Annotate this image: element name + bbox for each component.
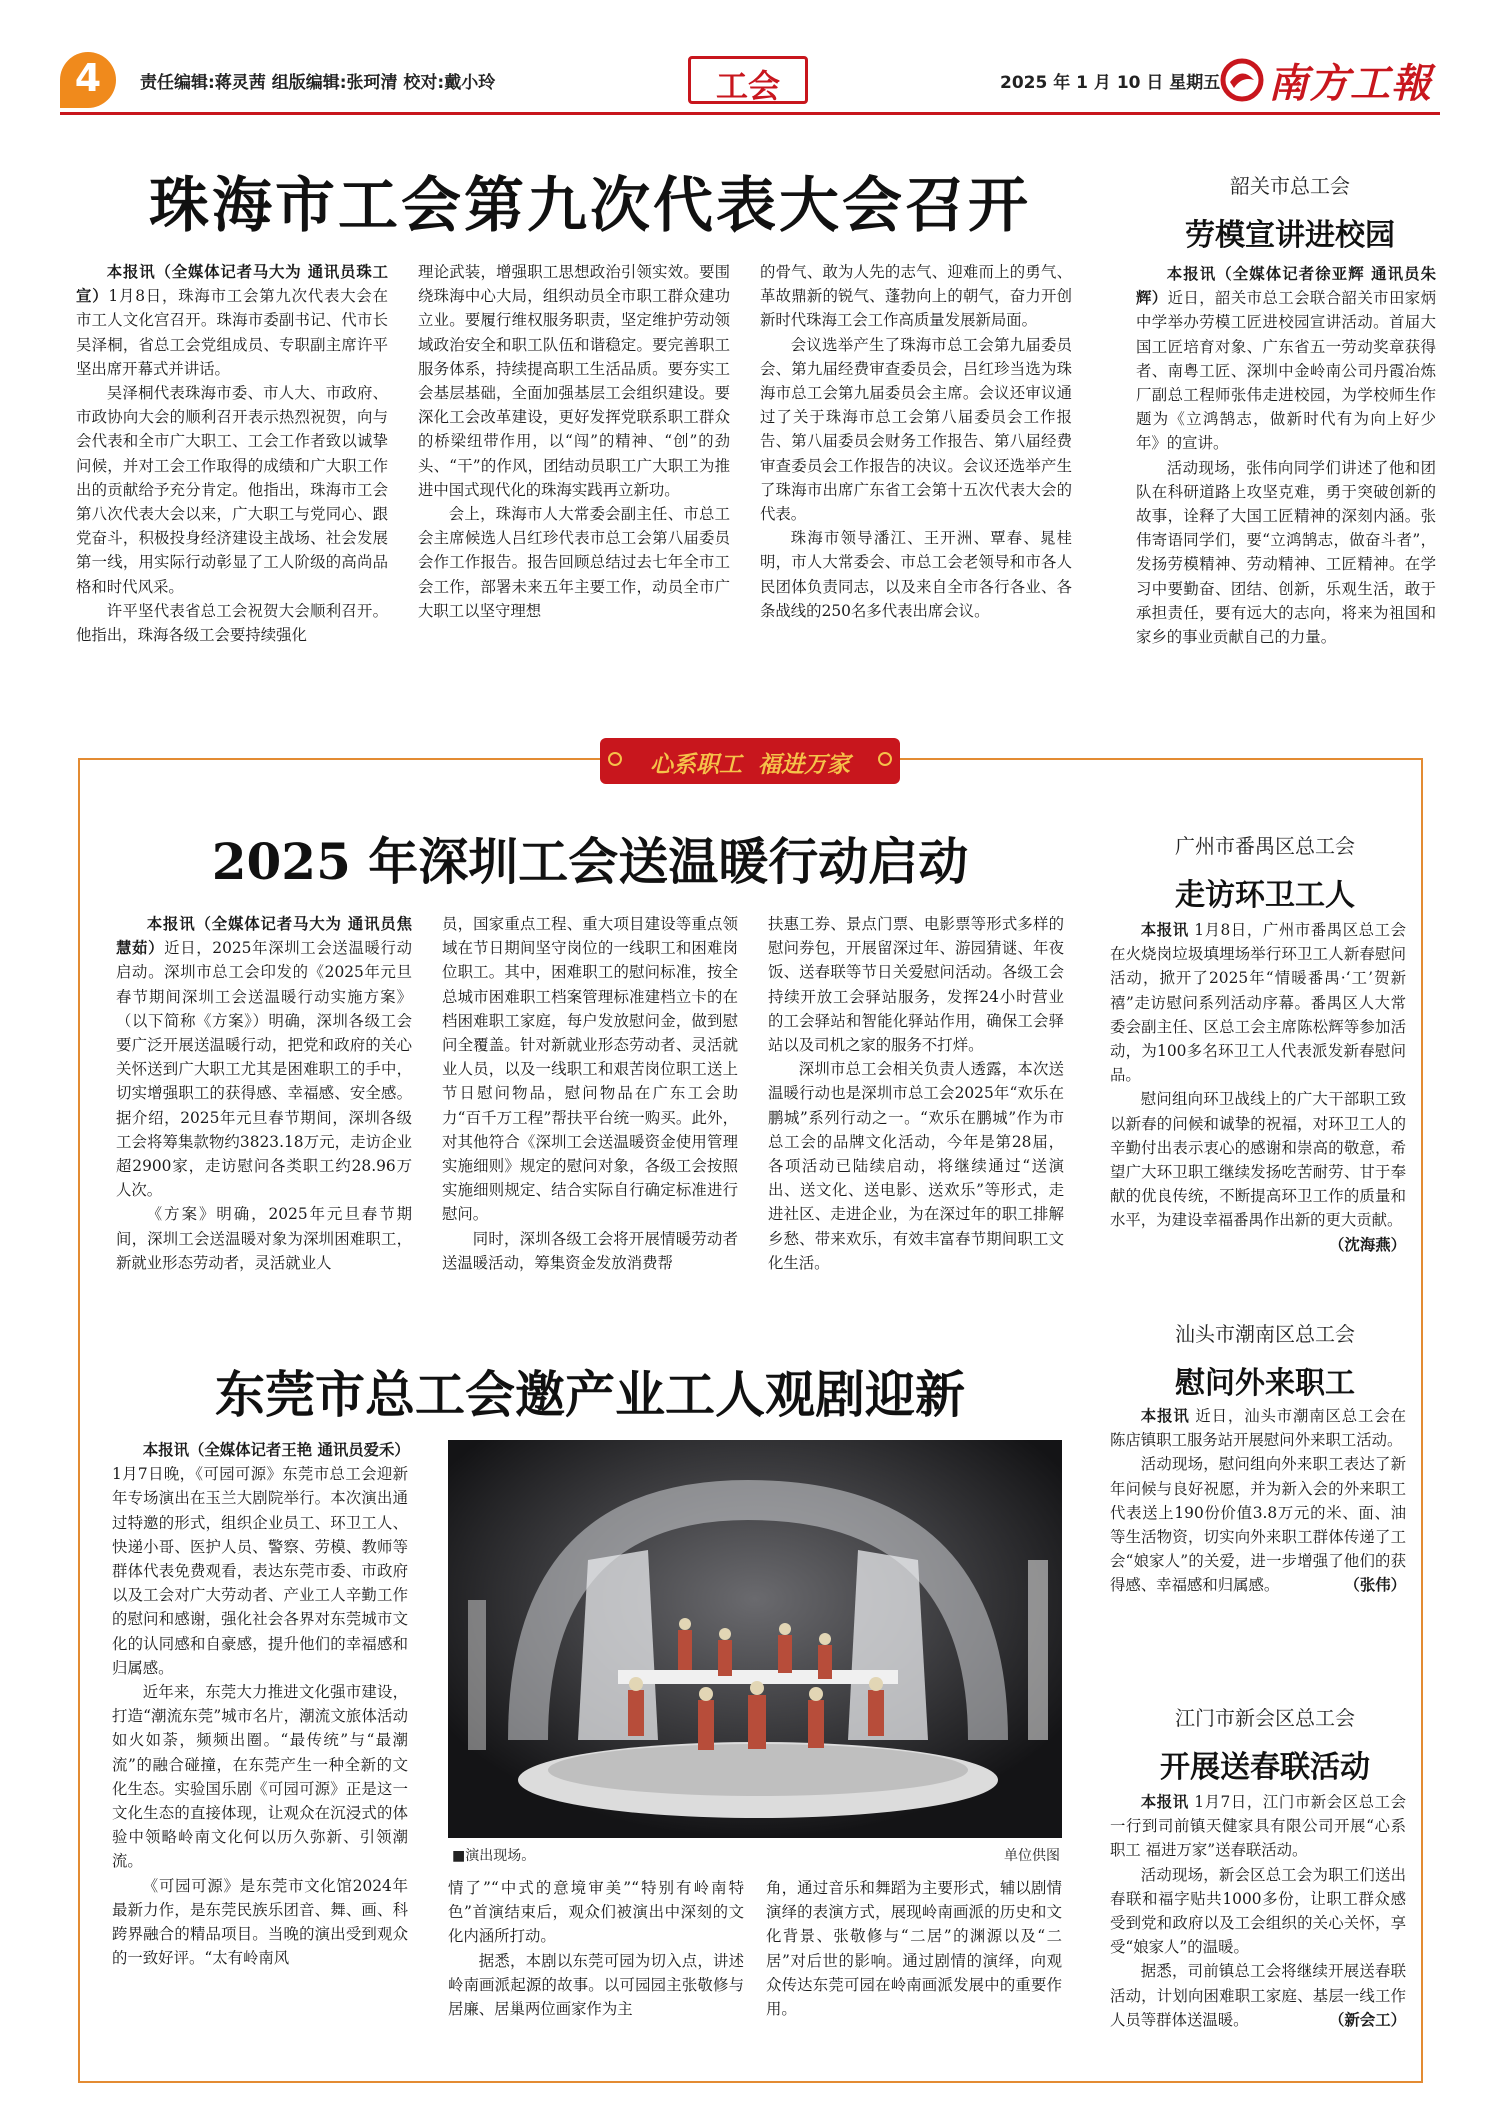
page-number-badge — [60, 52, 116, 108]
page-number: 4 — [74, 56, 102, 100]
side1-title: 劳模宣讲进校园 — [1185, 218, 1395, 253]
logo-text: 南方工報 — [1268, 60, 1432, 107]
article1-col1: 本报讯（全媒体记者马大为 通讯员珠工宣）1月8日，珠海市工会第九次代表大会在市工人文化宫召开。珠海市委副书记、代市长吴泽桐，省总工会党组成员、专职副主席许平坚出席开幕式并讲话。 吴泽桐代表珠海市委、市人大、市政府、市政协向大会的顺利召开表示热烈祝贺，向与会代表和全市广大职工、工会工作者致以诚挚问候，并对工会工作取得的成绩和广大职工作出的贡献给予充分肯定。他指出，珠海市工会第八次代表大会以来，广大职工与党同心、跟党奋斗，积极投身经济建设主战场、社会发展第一线，用实际行动彰显了工人阶级的高尚品格和时代风采。 许平坚代表省总工会祝贺大会顺利召开。他指出，珠海各级工会要持续强化 — [76, 263, 388, 645]
side4-title: 开展送春联活动 — [1160, 1750, 1370, 1785]
side3-body: 本报讯 近日，汕头市潮南区总工会在陈店镇职工服务站开展慰问外来职工活动。 活动现场，慰问组向外来职工表达了新年问候与良好祝愿，并为新入会的外来职工代表送上190份价值3.8万元的米、面、油等生活物资，切实向外来职工群体传递了工会“娘家人”的关爱，进一步增强了他们的获得感、幸福感和归属感。 （张伟） — [1110, 1404, 1406, 1598]
article3-col3: 角，通过音乐和舞蹈为主要形式，辅以剧情演绎的表演方式，展现岭南画派的历史和文化背景、张敬修与“二居”的渊源以及“二居”对后世的影响。通过剧情的演绎，向观众传达东莞可园在岭南画派发展中的重要作用。 — [766, 1879, 1062, 2019]
side3-title: 慰问外来职工 — [1175, 1366, 1355, 1401]
side3-source: 汕头市潮南区总工会 — [1175, 1322, 1355, 1346]
side4-source: 江门市新会区总工会 — [1175, 1706, 1355, 1730]
article2-title: 2025 年深圳工会送温暖行动启动 — [211, 832, 969, 891]
performance-photo — [448, 1440, 1062, 1838]
header-rule — [60, 112, 1440, 115]
newspaper-logo — [1220, 50, 1440, 108]
side2-signature: （沈海燕） — [1329, 1235, 1406, 1254]
side3-signature: （张伟） — [1344, 1576, 1406, 1595]
logo-emblem-icon — [1220, 58, 1264, 102]
issue-date: 2025 年 1 月 10 日 星期五 — [1000, 73, 1221, 93]
photo-caption: ■演出现场。 — [452, 1848, 536, 1864]
stage-illustration — [448, 1440, 1062, 1838]
feature-banner — [600, 738, 900, 784]
article2-col3: 扶惠工券、景点门票、电影票等形式多样的慰问券包，开展留深过年、游园猜谜、年夜饭、送春联等节日关爱慰问活动。各级工会持续开放工会驿站服务，发挥24小时营业的工会驿站和智能化驿站作用，确保工会驿站以及司机之家的服务不打烊。 深圳市总工会相关负责人透露，本次送温暖行动也是深圳市总工会2025年“欢乐在鹏城”系列行动之一。“欢乐在鹏城”作为市总工会的品牌文化活动，今年是第28届，各项活动已陆续启动，将继续通过“送演出、送文化、送电影、送欢乐”等形式，走进社区、走进企业，为在深过年的职工排解乡愁、带来欢乐，有效丰富春节期间职工文化生活。 — [768, 915, 1064, 1272]
side4-signature: （新会工） — [1329, 2010, 1406, 2029]
side4-body: 本报讯 1月7日，江门市新会区总工会一行到司前镇天健家具有限公司开展“心系职工 福进万家”送春联活动。 活动现场，新会区总工会为职工们送出春联和福字贴共1000多份，让职工群众感受到党和政府以及工会组织的关心关怀，享受“娘家人”的温暖。 据悉，司前镇总工会将继续开展送春联活动，计划向困难职工家庭、基层一线工作人员等群体送温暖。 （新会工） — [1110, 1790, 1406, 2032]
article2-col1: 本报讯（全媒体记者马大为 通讯员焦慧茹）近日，2025年深圳工会送温暖行动启动。深圳市总工会印发的《2025年元旦春节期间深圳工会送温暖行动实施方案》（以下简称《方案》）明确，深圳各级工会要广泛开展送温暖行动，把党和政府的关心关怀送到广大职工尤其是困难职工的手中，切实增强职工的获得感、幸福感、安全感。据介绍，2025年元旦春节期间，深圳各级工会将筹集款物约3823.18万元，走访企业超2900家，走访慰问各类职工约28.96万人次。 《方案》明确，2025年元旦春节期间，深圳工会送温暖对象为深圳困难职工，新就业形态劳动者，灵活就业人 — [116, 915, 412, 1272]
page-header — [60, 50, 1440, 112]
side2-body: 本报讯 1月8日，广州市番禺区总工会在火烧岗垃圾填埋场举行环卫工人新春慰问活动，掀开了2025年“情暖番禺·‘工’贺新禧”走访慰问系列活动序幕。番禺区人大常委会副主任、区总工会主席陈松辉等参加活动，为100多名环卫工人代表派发新春慰问品。 慰问组向环卫战线上的广大干部职工致以新春的问候和诚挚的祝福，对环卫工人的辛勤付出表示衷心的感谢和崇高的敬意，希望广大环卫职工继续发扬吃苦耐劳、甘于奉献的优良传统，不断提高环卫工作的质量和水平，为建设幸福番禺作出新的更大贡献。 （沈海燕） — [1110, 918, 1406, 1257]
banner-ornament-right — [878, 752, 892, 766]
article2-col2: 员，国家重点工程、重大项目建设等重点领域在节日期间坚守岗位的一线职工和困难岗位职工。其中，困难职工的慰问标准，按全总城市困难职工档案管理标准建档立卡的在档困难职工家庭，每户发放慰问金，做到慰问全覆盖。针对新就业形态劳动者、灵活就业人员，以及一线职工和艰苦岗位职工送上节日慰问物品，慰问物品在广东工会助力“百千万工程”帮扶平台统一购买。此外，对其他符合《深圳工会送温暖资金使用管理实施细则》规定的慰问对象，各级工会按照实施细则规定、结合实际自行确定标准进行慰问。 同时，深圳各级工会将开展情暖劳动者送温暖活动，筹集资金发放消费帮 — [442, 915, 738, 1272]
side2-title: 走访环卫工人 — [1175, 878, 1355, 913]
side1-body: 本报讯（全媒体记者徐亚辉 通讯员朱辉）近日，韶关市总工会联合韶关市田家炳中学举办劳模工匠进校园宣讲活动。首届大国工匠培育对象、广东省五一劳动奖章获得者、南粤工匠、深圳中金岭南公司丹霞冶炼厂副总工程师张伟走进校园，为学校师生作题为《立鸿鹄志，做新时代有为向上好少年》的宣讲。 活动现场，张伟向同学们讲述了他和团队在科研道路上攻坚克难，勇于突破创新的故事，诠释了大国工匠精神的深刻内涵。张伟寄语同学们，要“立鸿鹄志，做奋斗者”，发扬劳模精神、劳动精神、工匠精神。在学习中要勤奋、团结、创新，乐观生活，敢于承担责任，要有远大的志向，将来为祖国和家乡的事业贡献自己的力量。 — [1136, 265, 1436, 647]
article1-lead: 本报讯（全媒体记者马大为 通讯员珠工宣） — [76, 263, 388, 306]
article1-col3: 的骨气、敢为人先的志气、迎难而上的勇气、革故鼎新的锐气、蓬勃向上的朝气，奋力开创新时代珠海工会工作高质量发展新局面。 会议选举产生了珠海市总工会第九届委员会、第九届经费审查委员会，吕红珍当选为珠海市总工会第九届委员会主席。会议还审议通过了关于珠海市总工会第八届委员会工作报告、第八届委员会财务工作报告、第八届经费审查委员会工作报告的决议。会议还选举产生了珠海市出席广东省工会第十五次代表大会的代表。 珠海市领导潘江、王开洲、覃春、晁桂明，市人大常委会、市总工会老领导和市各人民团体负责同志，以及来自全市各行各业、各条战线的250名多代表出席会议。 — [760, 263, 1072, 620]
article3-title: 东莞市总工会邀产业工人观剧迎新 — [215, 1365, 965, 1424]
side2-source: 广州市番禺区总工会 — [1175, 834, 1355, 858]
feature-banner-text: 心系职工 福进万家 — [649, 751, 850, 778]
article1-col2: 理论武装，增强职工思想政治引领实效。要围绕珠海中心大局，组织动员全市职工群众建功立业。要履行维权服务职责，坚定维护劳动领域政治安全和职工队伍和谐稳定。要完善职工服务体系，持续提高职工生活品质。要夯实工会基层基础，全面加强基层工会组织建设。要深化工会改革建设，更好发挥党联系职工群众的桥梁纽带作用，以“闯”的精神、“创”的劲头、“干”的作风，团结动员职工广大职工为推进中国式现代化的珠海实践再立新功。 会上，珠海市人大常委会副主任、市总工会主席候选人吕红珍代表市总工会第八届委员会作工作报告。报告回顾总结过去七年全市工会工作，部署未来五年主要工作，动员全市广大职工以坚守理想 — [418, 263, 730, 620]
editor-credits: 责任编辑:蒋灵茜 组版编辑:张珂清 校对:戴小玲 — [140, 73, 496, 93]
photo-credit: 单位供图 — [1004, 1848, 1060, 1864]
side1-source: 韶关市总工会 — [1230, 174, 1350, 198]
article3-col1: 本报讯（全媒体记者王艳 通讯员爱禾）1月7日晚，《可园可源》东莞市总工会迎新年专场演出在玉兰大剧院举行。本次演出通过特邀的形式，组织企业员工、环卫工人、快递小哥、医护人员、警察、劳模、教师等群体代表免费观看，表达东莞市委、市政府以及工会对广大劳动者、产业工人辛勤工作的慰问和感谢，强化社会各界对东莞城市文化的认同感和自豪感，提升他们的幸福感和归属感。 近年来，东莞大力推进文化强市建设，打造“潮流东莞”城市名片，潮流文旅体活动如火如荼，频频出圈。“最传统”与“最潮流”的融合碰撞，在东莞产生一种全新的文化生态。实验国乐剧《可园可源》正是这一文化生态的直接体现，让观众在沉浸式的体验中领略岭南文化何以历久弥新、引领潮流。 《可园可源》是东莞市文化馆2024年最新力作，是东莞民族乐团音、舞、画、科跨界融合的精品项目。当晚的演出受到观众的一致好评。“太有岭南风 — [112, 1441, 410, 1968]
section-label-box — [688, 56, 808, 104]
article1-title: 珠海市工会第九次代表大会召开 — [149, 171, 1031, 241]
section-label: 工会 — [715, 67, 780, 105]
article3-col2: 情了”“中式的意境审美”“特别有岭南特色”首演结束后，观众们被演出中深刻的文化内涵所打动。 据悉，本剧以东莞可园为切入点，讲述岭南画派起源的故事。以可园园主张敬修与居廉、居巢两位画家作为主 — [448, 1879, 744, 2019]
